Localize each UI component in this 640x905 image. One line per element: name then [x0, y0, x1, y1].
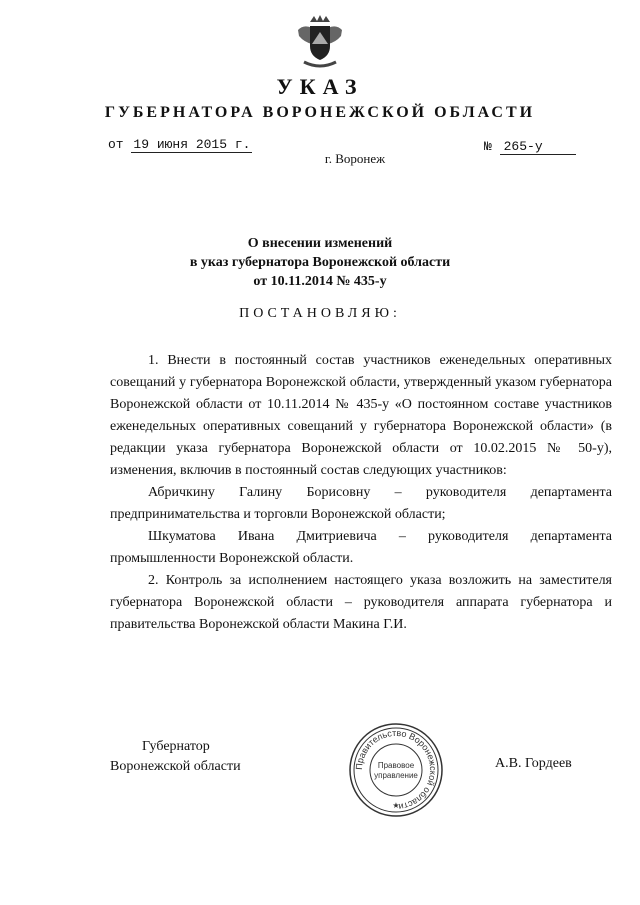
heading-line-3: от 10.11.2014 № 435-у	[253, 274, 387, 289]
signatory-name: А.В. Гордеев	[495, 756, 572, 771]
paragraph-1: 1. Внести в постоянный состав участников еженедельных оперативных совещаний у губернатора Воронежской области, утвержденный указом губернатора Воронежской области от 10.11.2014 № 435-у «О постоянном составе участников еженедельных оперативных совещаний у губернатора Воронежской области» (в редакции указа губернатора Воронежской области от 10.02.2015 № 50-у), изменения, включив в постоянный состав следующих участников:	[110, 353, 612, 478]
official-stamp	[348, 722, 444, 818]
coat-of-arms-emblem	[296, 14, 344, 72]
position-line-1: Губернатор	[142, 739, 210, 754]
position-line-2: Воронежской области	[110, 759, 241, 774]
decree-body	[110, 350, 612, 636]
date-value: 19 июня 2015 г.	[133, 137, 251, 152]
decree-heading	[0, 234, 640, 291]
star-icon: ★	[392, 801, 400, 810]
number-value: 265-у	[500, 139, 576, 155]
stamp-ring-text: Правительство Воронежской области	[353, 727, 439, 812]
paragraph-2: Абричкину Галину Борисовну – руководителя департамента предпринимательства и торговли Воронежской области;	[110, 485, 612, 522]
signatory-position	[110, 737, 241, 777]
stamp-center-line-2: управление	[374, 771, 418, 780]
stamp-center-line-1: Правовое	[377, 761, 415, 770]
number-prefix: №	[484, 139, 492, 154]
paragraph-3: Шкуматова Ивана Дмитриевича – руководителя департамента промышленности Воронежской области.	[110, 529, 612, 566]
heading-line-2: в указ губернатора Воронежской области	[189, 255, 451, 270]
document-title: УКАЗ	[276, 74, 364, 99]
date-prefix: от	[108, 137, 124, 152]
paragraph-4: 2. Контроль за исполнением настоящего указа возложить на заместителя губернатора Воронежской области – руководителя аппарата губернатора и правительства Воронежской области Макина Г.И.	[110, 573, 612, 632]
decree-word: ПОСТАНОВЛЯЮ:	[239, 306, 401, 321]
heading-line-1: О внесении изменений	[247, 236, 393, 251]
document-subtitle: ГУБЕРНАТОРА ВОРОНЕЖСКОЙ ОБЛАСТИ	[104, 104, 536, 121]
decree-city: г. Воронеж	[324, 151, 386, 166]
